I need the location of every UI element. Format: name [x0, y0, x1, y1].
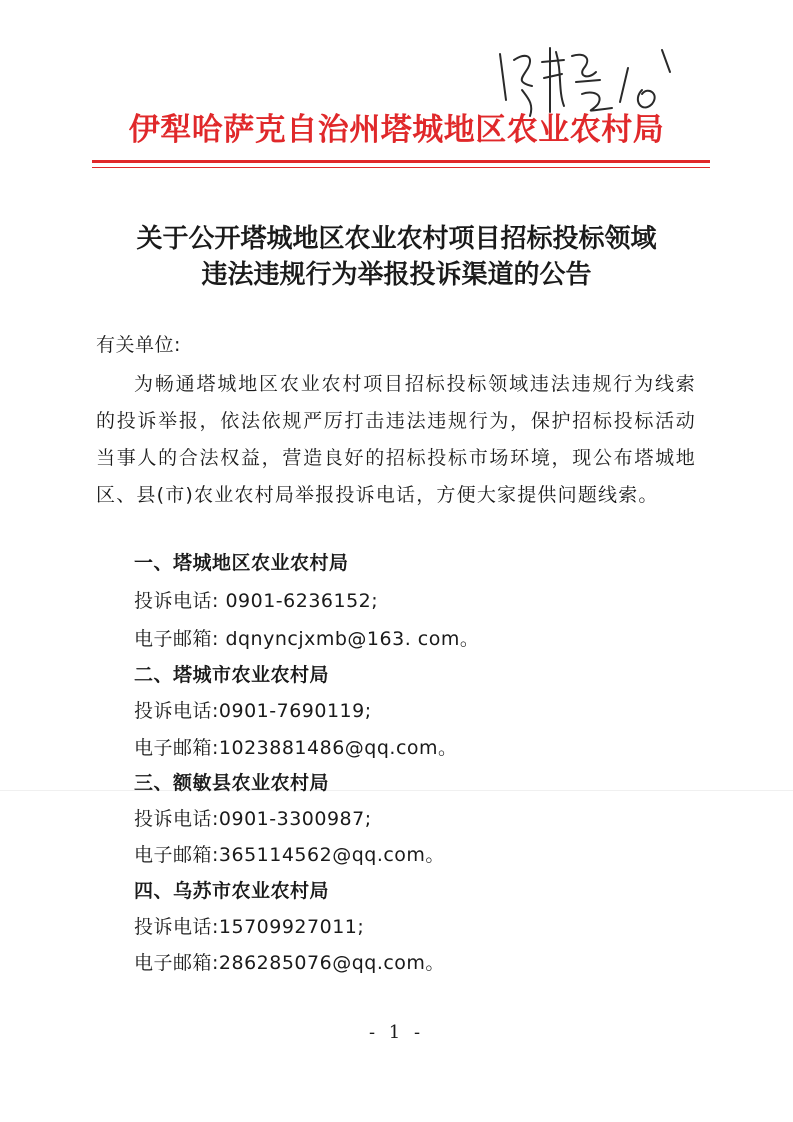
- complaint-email: 电子邮箱:1023881486@qq.com。: [134, 737, 458, 759]
- body-paragraph: 为畅通塔城地区农业农村项目招标投标领域违法违规行为线索的投诉举报，依法依规严厉打击违法违规行为，保护招标投标活动当事人的合法权益，营造良好的招标投标市场环境，现公布塔城地区、县(市)农业农村局举报投诉电话，方便大家提供问题线索。: [96, 373, 696, 506]
- complaint-email: 电子邮箱: dqnyncjxmb@163. com。: [134, 628, 480, 650]
- complaint-email: 电子邮箱:286285076@qq.com。: [134, 952, 445, 974]
- section-heading: 三、额敏县农业农村局: [134, 772, 330, 794]
- document-title-line-2: 违法违规行为举报投诉渠道的公告: [201, 260, 592, 290]
- page-number: - 1 -: [368, 1022, 425, 1043]
- complaint-phone: 投诉电话:0901-3300987;: [134, 808, 372, 830]
- complaint-email: 电子邮箱:365114562@qq.com。: [134, 844, 445, 866]
- section-heading: 一、塔城地区农业农村局: [134, 552, 349, 574]
- section-heading: 二、塔城市农业农村局: [134, 664, 330, 686]
- section-heading: 四、乌苏市农业农村局: [134, 880, 330, 902]
- issuing-authority: 伊犁哈萨克自治州塔城地区农业农村局: [128, 112, 665, 148]
- scan-artifact-line: [0, 790, 793, 791]
- red-separator-rule: [92, 160, 710, 163]
- complaint-phone: 投诉电话: 0901-6236152;: [134, 590, 379, 612]
- complaint-phone: 投诉电话:15709927011;: [134, 916, 365, 938]
- complaint-phone: 投诉电话:0901-7690119;: [134, 700, 372, 722]
- document-title-line-1: 关于公开塔城地区农业农村项目招标投标领域: [136, 224, 657, 254]
- red-separator-thin-rule: [92, 167, 710, 168]
- salutation: 有关单位:: [96, 334, 181, 356]
